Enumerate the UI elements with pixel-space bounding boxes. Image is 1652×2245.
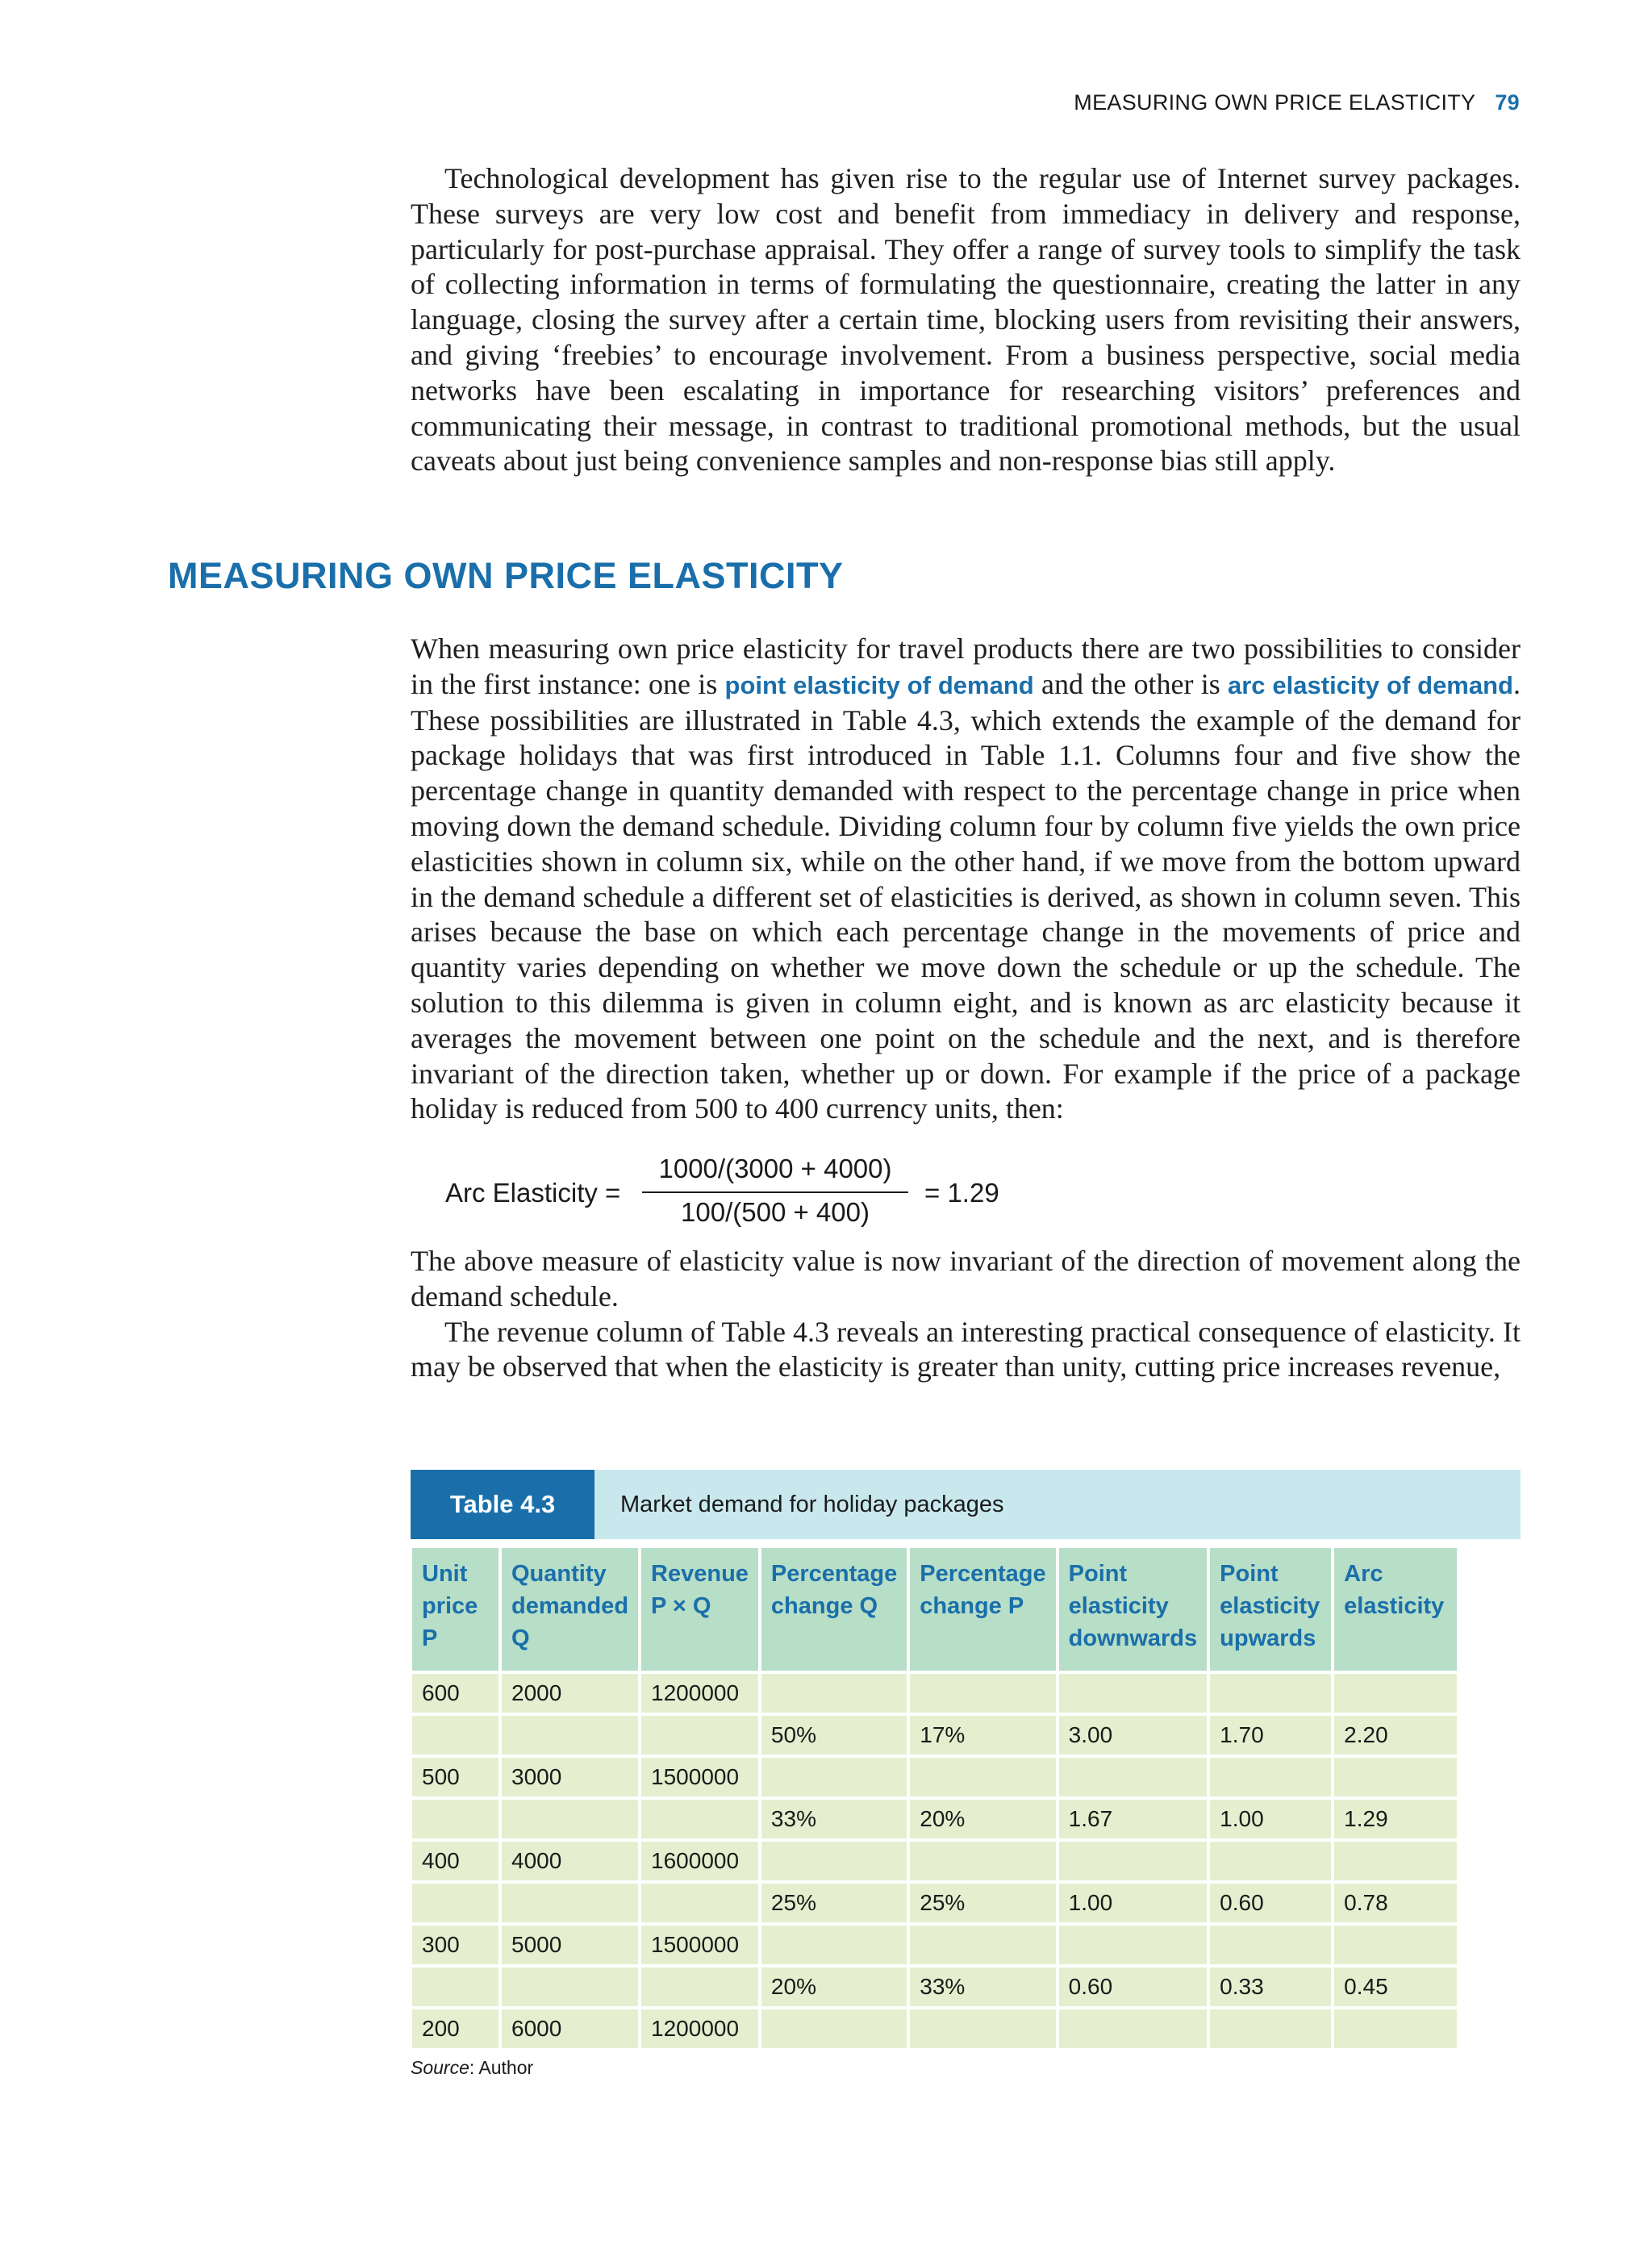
table-cell: 200 — [412, 2009, 499, 2048]
table-cell — [1210, 1842, 1331, 1880]
table-cell — [1210, 1926, 1331, 1964]
elasticity-paragraph-block — [411, 632, 1521, 1127]
closing-paragraph-block — [411, 1244, 1521, 1385]
header-cell: Revenue P × Q — [641, 1548, 758, 1671]
table-cell: 0.60 — [1210, 1884, 1331, 1922]
table-cell: 500 — [412, 1758, 499, 1796]
header-cell: Percentage change Q — [761, 1548, 907, 1671]
table-cell — [412, 1884, 499, 1922]
formula-rhs: = 1.29 — [924, 1178, 999, 1208]
table-cell: 0.45 — [1334, 1968, 1457, 2006]
header-cell: Point elasticity upwards — [1210, 1548, 1331, 1671]
table-cell — [1059, 1926, 1208, 1964]
table-cell: 2.20 — [1334, 1716, 1457, 1755]
table-cell — [641, 1716, 758, 1755]
table-row — [412, 1674, 1457, 1713]
table-cell — [641, 1800, 758, 1838]
header-cell: Arc elasticity — [1334, 1548, 1457, 1671]
table-label: Table 4.3 — [411, 1470, 594, 1539]
table-cell — [910, 1674, 1055, 1713]
table-row — [412, 1884, 1457, 1922]
table-cell — [1334, 1842, 1457, 1880]
intro-paragraph-block — [411, 161, 1521, 479]
table-cell: 3.00 — [1059, 1716, 1208, 1755]
table-row — [412, 1926, 1457, 1964]
table-cell: 20% — [910, 1800, 1055, 1838]
formula-denominator: 100/(500 + 400) — [681, 1197, 870, 1227]
table-row — [412, 1800, 1457, 1838]
table-cell: 1.00 — [1059, 1884, 1208, 1922]
source-label: Source — [411, 2057, 469, 2078]
table-cell — [1210, 1674, 1331, 1713]
table-cell: 17% — [910, 1716, 1055, 1755]
table-cell: 1200000 — [641, 1674, 758, 1713]
table-cell — [502, 1968, 638, 2006]
table-cell — [502, 1800, 638, 1838]
paragraph-text: and the other is — [1033, 667, 1228, 700]
table-cell — [1334, 1674, 1457, 1713]
header-cell: Quantity demanded Q — [502, 1548, 638, 1671]
table-cell: 300 — [412, 1926, 499, 1964]
table-cell — [502, 1716, 638, 1755]
keyword-arc-elasticity: arc elasticity of demand — [1228, 670, 1513, 699]
table-cell: 25% — [761, 1884, 907, 1922]
table-cell — [1059, 1674, 1208, 1713]
table-row — [412, 1758, 1457, 1796]
table-cell: 1200000 — [641, 2009, 758, 2048]
table-cell — [1059, 1758, 1208, 1796]
table-cell: 50% — [761, 1716, 907, 1755]
table-row — [412, 1968, 1457, 2006]
table-cell — [910, 1842, 1055, 1880]
table-cell: 1500000 — [641, 1926, 758, 1964]
table-cell — [910, 2009, 1055, 2048]
table-cell: 0.33 — [1210, 1968, 1331, 2006]
table-cell — [761, 1758, 907, 1796]
table-cell — [1334, 1926, 1457, 1964]
running-header — [1074, 90, 1520, 115]
table-cell — [641, 1884, 758, 1922]
table-cell — [1334, 1758, 1457, 1796]
table-cell — [761, 2009, 907, 2048]
formula-numerator: 1000/(3000 + 4000) — [658, 1154, 892, 1183]
formula-fraction-bar — [642, 1191, 908, 1193]
table-cell — [641, 1968, 758, 2006]
paragraph-elasticity-intro — [411, 632, 1521, 1127]
running-title: MEASURING OWN PRICE ELASTICITY — [1074, 90, 1476, 115]
table-cell — [502, 1884, 638, 1922]
header-cell: Point elasticity downwards — [1059, 1548, 1208, 1671]
page-number: 79 — [1495, 90, 1520, 115]
table-cell: 400 — [412, 1842, 499, 1880]
paragraph-internet-surveys: Technological development has given rise to the regular use of Internet survey packages. These surveys are very low cost and benefit from immediacy in delivery and response, particularly for post-purchase appraisal. They offer a range of survey tools to simplify the task of collecting information in terms of formulating the questionnaire, creating the latter in any language, closing the survey after a certain time, blocking users from revisiting their answers, and giving ‘freebies’ to encourage involvement. From a business perspective, social media networks have been escalating in importance for researching visitors’ preferences and communicating their message, in contrast to traditional promotional methods, but the usual caveats about just being convenience samples and non-response bias still apply. — [411, 162, 1521, 478]
table-cell: 1.67 — [1059, 1800, 1208, 1838]
table-cell: 6000 — [502, 2009, 638, 2048]
table-cell — [1334, 2009, 1457, 2048]
table-cell: 1.00 — [1210, 1800, 1331, 1838]
header-cell: Unit price P — [412, 1548, 499, 1671]
table-cell: 1.29 — [1334, 1800, 1457, 1838]
table-cell — [412, 1968, 499, 2006]
table-cell: 0.78 — [1334, 1884, 1457, 1922]
table-header-row — [412, 1548, 1457, 1671]
table-caption: Market demand for holiday packages — [620, 1492, 1004, 1517]
paragraph-text: . These possibilities are illustrated in Table 4.3, which extends the example of the demand for package holidays that was first introduced in Table 1.1. Columns four and five show the percentage change in quantity demanded with respect to the percentage change in price when moving down the demand schedule. Dividing column four by column five yields the own price elasticities shown in column six, while on the other hand, if we move from the bottom upward in the demand schedule a different set of elasticities is derived, as shown in column seven. This arises because the base on which each percentage change in the movements of price and quantity varies depending on whether we move down the schedule or up the schedule. The solution to this dilemma is given in column eight, and is known as arc elasticity because it averages the movement between one point on the schedule and the next, and is therefore invariant of the direction taken, whether up or down. For example if the price of a package holiday is reduced from 500 to 400 currency units, then: — [411, 667, 1521, 1125]
table-cell: 1600000 — [641, 1842, 758, 1880]
table-cell: 5000 — [502, 1926, 638, 1964]
table-cell: 33% — [910, 1968, 1055, 2006]
paragraph-text: When measuring own price elasticity for travel products there are two possibilities to consider in the first instance: one is — [411, 632, 1521, 700]
section-heading: MEASURING OWN PRICE ELASTICITY — [168, 555, 844, 596]
table-cell: 1.70 — [1210, 1716, 1331, 1755]
table-cell — [1059, 2009, 1208, 2048]
table-cell: 0.60 — [1059, 1968, 1208, 2006]
paragraph-invariant: The above measure of elasticity value is now invariant of the direction of movement along the demand schedule. — [411, 1245, 1521, 1312]
table-row — [412, 1716, 1457, 1755]
paragraph-revenue: The revenue column of Table 4.3 reveals an interesting practical consequence of elasticity. It may be observed that when the elasticity is greater than unity, cutting price increases revenue, — [411, 1315, 1521, 1383]
table-cell — [1210, 2009, 1331, 2048]
header-cell: Percentage change P — [910, 1548, 1055, 1671]
table-row — [412, 2009, 1457, 2048]
table-cell — [761, 1842, 907, 1880]
table-cell: 4000 — [502, 1842, 638, 1880]
table-cell: 1500000 — [641, 1758, 758, 1796]
table-cell — [1059, 1842, 1208, 1880]
table-source-note — [411, 2057, 533, 2079]
table-cell — [910, 1926, 1055, 1964]
table-cell: 600 — [412, 1674, 499, 1713]
table-cell — [761, 1926, 907, 1964]
table-cell — [761, 1674, 907, 1713]
formula-lhs: Arc Elasticity = — [445, 1178, 621, 1208]
table-cell: 25% — [910, 1884, 1055, 1922]
table-row — [412, 1842, 1457, 1880]
demand-table — [409, 1545, 1460, 2051]
table-cell — [910, 1758, 1055, 1796]
keyword-point-elasticity: point elasticity of demand — [724, 670, 1034, 699]
table-cell — [1210, 1758, 1331, 1796]
table-title-bar — [411, 1470, 1521, 1539]
table-cell: 2000 — [502, 1674, 638, 1713]
arc-elasticity-formula — [445, 1154, 1091, 1234]
table-cell: 20% — [761, 1968, 907, 2006]
table-cell — [412, 1716, 499, 1755]
table-cell: 33% — [761, 1800, 907, 1838]
table-cell: 3000 — [502, 1758, 638, 1796]
source-text: : Author — [469, 2057, 534, 2078]
table-cell — [412, 1800, 499, 1838]
